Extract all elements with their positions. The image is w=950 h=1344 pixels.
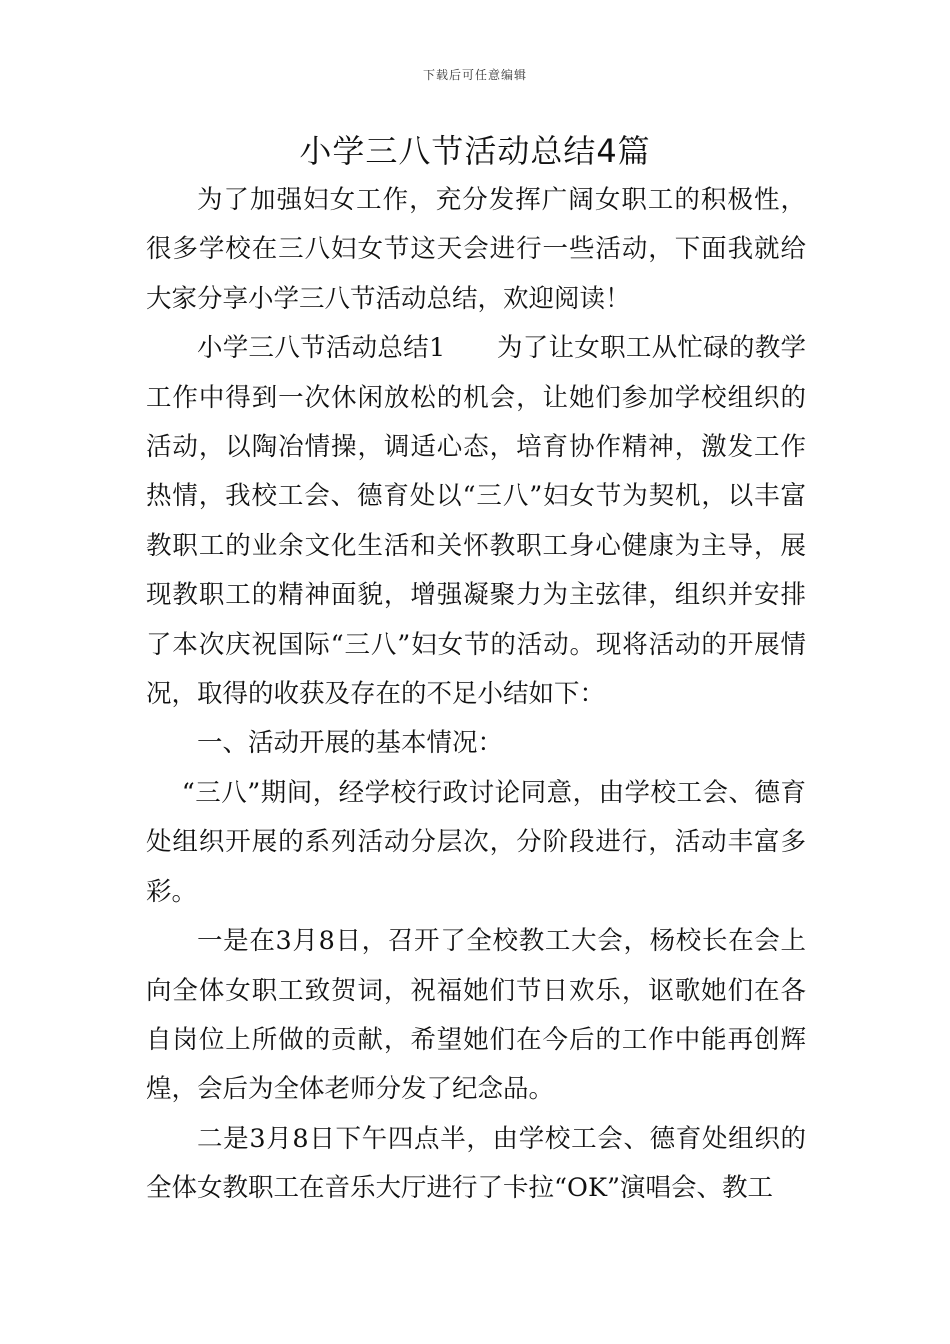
paragraph-section-heading: 一、活动开展的基本情况： bbox=[197, 728, 504, 759]
paragraph-intro: 为了加强妇女工作，充分发挥广阔女职工的积极性，很多学校在三八妇女节这天会进行一些活动，下面我就给大家分享小学三八节活动总结，欢迎阅读！ bbox=[146, 185, 806, 314]
paragraph-summary-1: 小学三八节活动总结1 为了让女职工从忙碌的教学工作中得到一次休闲放松的机会，让她们参加学校组织的活动，以陶冶情操，调适心态，培育协作精神，激发工作热情，我校工会、德育处以“三八”妇女节为契机，以丰富教职工的业余文化生活和关怀教职工身心健康为主导，展现教职工的精神面貌，增强凝聚力为主弦律，组织并安排了本次庆祝国际“三八”妇女节的活动。现将活动的开展情况，取得的收获及存在的不足小结如下： bbox=[146, 333, 806, 710]
paragraph-activities: “三八”期间，经学校行政讨论同意，由学校工会、德育处组织开展的系列活动分层次，分阶段进行，活动丰富多彩。 bbox=[146, 777, 806, 907]
paragraph-first-event: 一是在3月8日，召开了全校教工大会，杨校长在会上向全体女职工致贺词，祝福她们节日欢乐，讴歌她们在各自岗位上所做的贡献，希望她们在今后的工作中能再创辉煌，会后为全体老师分发了纪念品。 bbox=[146, 926, 806, 1105]
document-body bbox=[146, 176, 806, 1214]
paragraph-second-event: 二是3月8日下午四点半，由学校工会、德育处组织的全体女教职工在音乐大厅进行了卡拉“OK”演唱会、教工 bbox=[146, 1123, 806, 1204]
document-title: 小学三八节活动总结4篇 bbox=[299, 132, 651, 170]
header-note: 下载后可任意编辑 bbox=[422, 68, 527, 82]
